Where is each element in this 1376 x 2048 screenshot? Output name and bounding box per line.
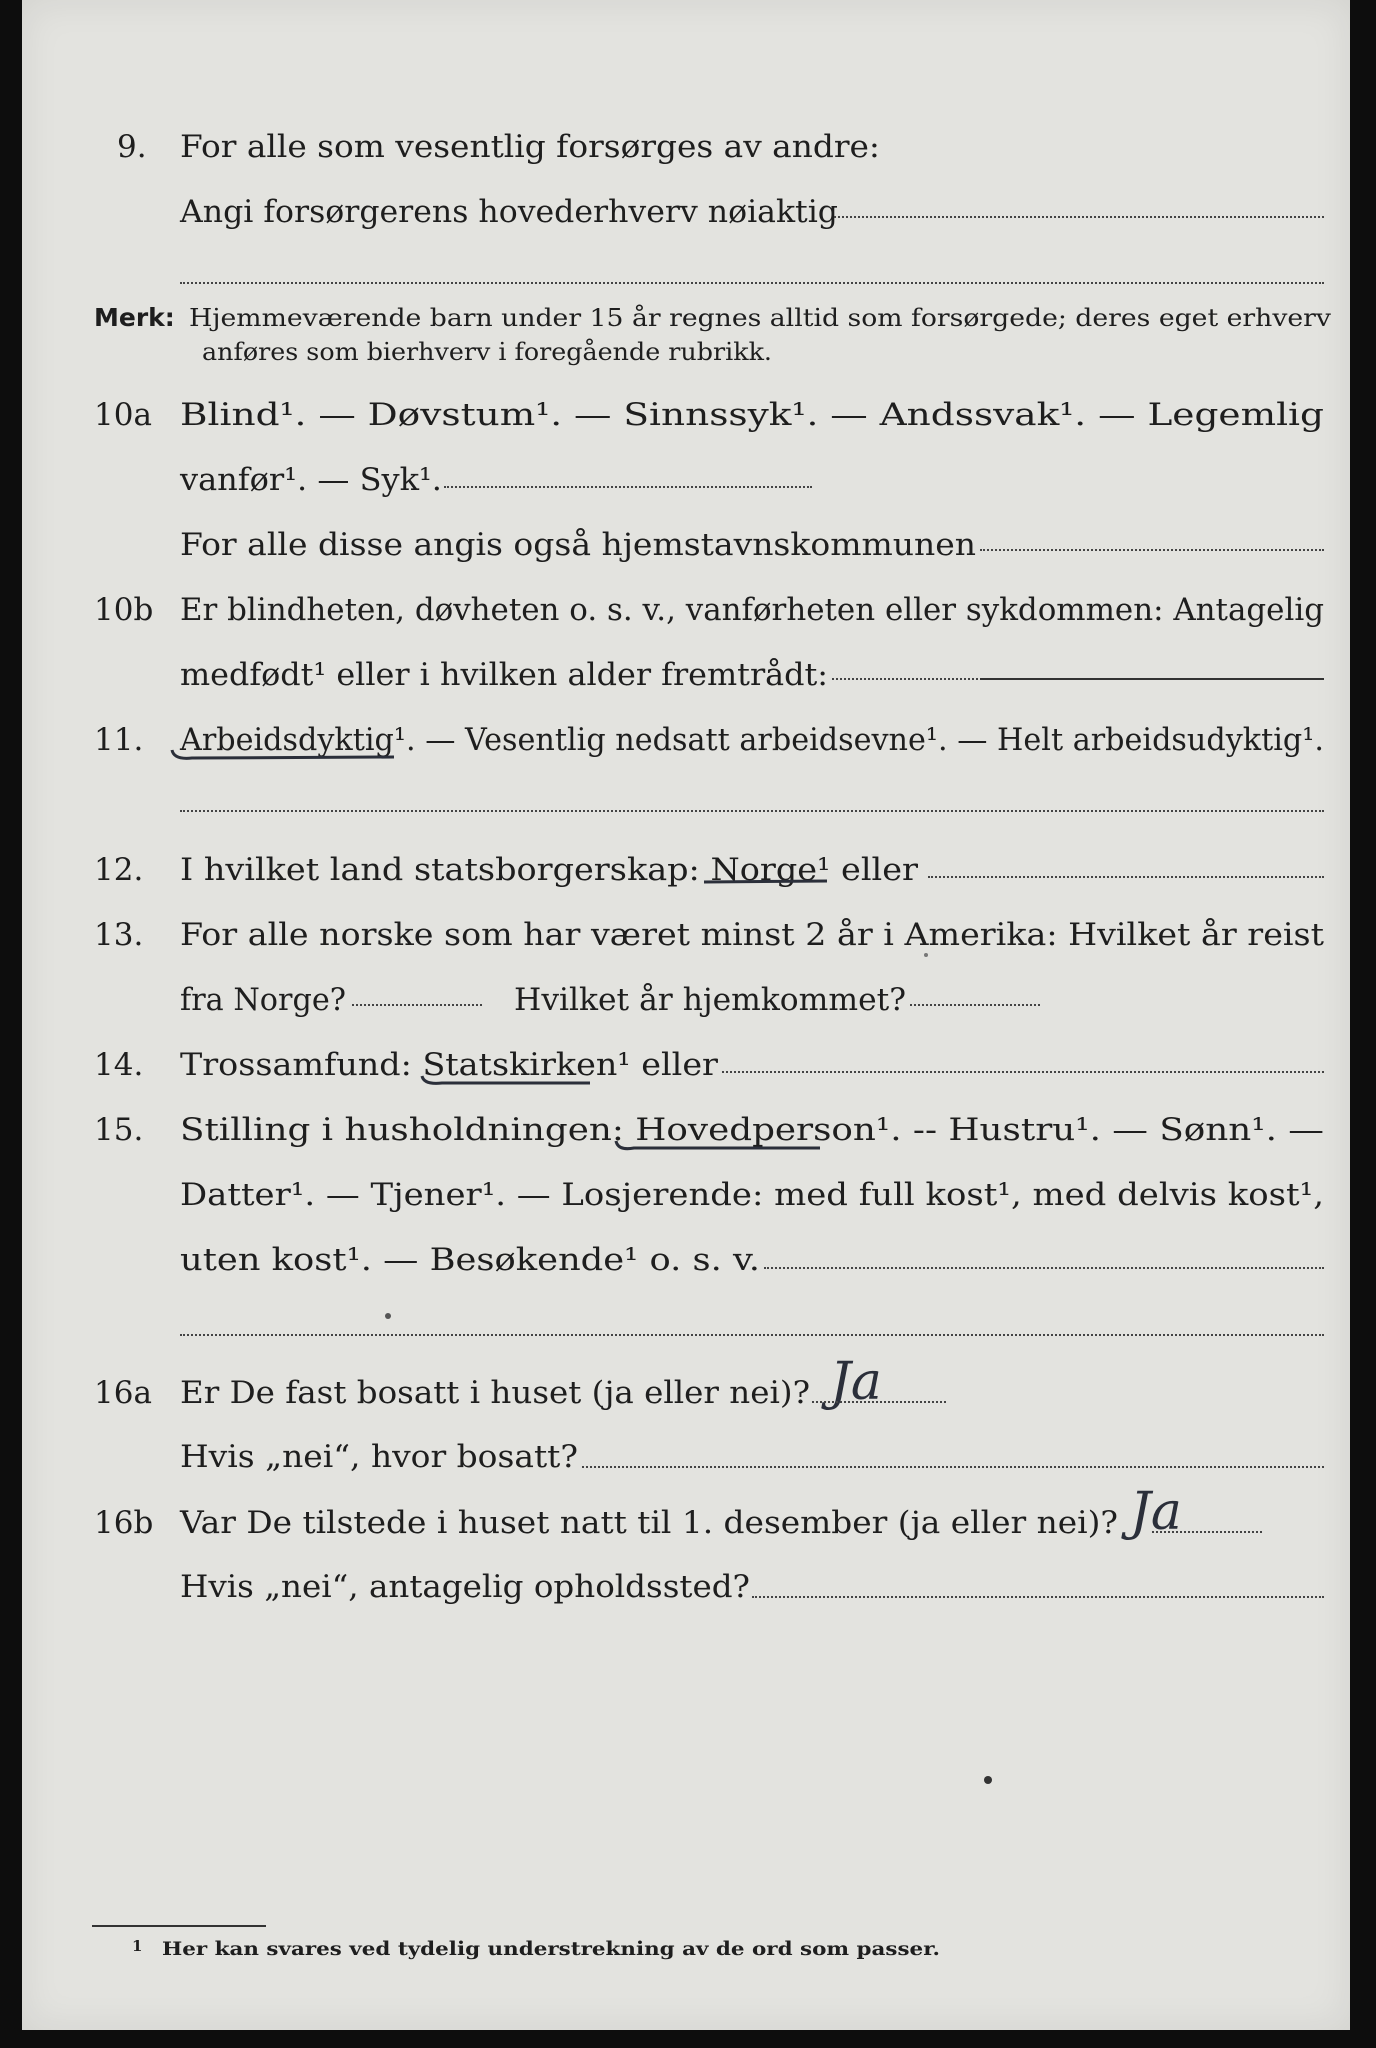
speck bbox=[984, 1776, 992, 1784]
item-number: 11. bbox=[94, 722, 144, 758]
question-text: Er De fast bosatt i huset (ja eller nei)? bbox=[180, 1375, 810, 1411]
handwritten-underlines bbox=[22, 0, 1350, 2030]
question-text: Stilling i husholdningen: Hovedperson¹. -- Hustru¹. — Sønn¹. — bbox=[180, 1112, 1324, 1148]
speck bbox=[924, 953, 928, 957]
question-text: uten kost¹. — Besøkende¹ o. s. v. bbox=[180, 1242, 760, 1278]
note-label: Merk: bbox=[94, 303, 175, 332]
question-text: Hvilket år hjemkommet? bbox=[514, 982, 906, 1018]
question-text: Angi forsørgerens hovederhverv nøiaktig bbox=[180, 194, 838, 230]
question-text: Hvis „nei“, antagelig opholdssted? bbox=[180, 1569, 750, 1605]
underline-arbeidsdyktig bbox=[172, 750, 394, 758]
underline-norge bbox=[704, 881, 827, 882]
footnote-marker: 1 bbox=[132, 1937, 143, 1955]
question-text: For alle som vesentlig forsørges av andre: bbox=[180, 129, 880, 165]
item-number: 16b bbox=[94, 1505, 154, 1541]
question-text: Blind¹. — Døvstum¹. — Sinnssyk¹. — Andssvak¹. — Legemlig bbox=[180, 397, 1324, 433]
handwritten-answer: Ja bbox=[1130, 1482, 1182, 1542]
question-text: Er blindheten, døvheten o. s. v., vanførheten eller sykdommen: Antagelig bbox=[180, 592, 1324, 628]
question-text: I hvilket land statsborgerskap: Norge¹ eller bbox=[180, 852, 919, 888]
speck bbox=[385, 1313, 391, 1319]
question-text: For alle norske som har været minst 2 år i Amerika: Hvilket år reist bbox=[180, 917, 1324, 953]
item-number: 9. bbox=[117, 129, 147, 165]
item-number: 15. bbox=[94, 1112, 144, 1148]
note-text: anføres som bierhverv i foregående rubrikk. bbox=[202, 338, 773, 366]
handwritten-answer: Ja bbox=[830, 1352, 882, 1412]
form-page bbox=[22, 0, 1350, 2030]
question-text: Datter¹. — Tjener¹. — Losjerende: med full kost¹, med delvis kost¹, bbox=[180, 1177, 1324, 1213]
item-number: 10b bbox=[94, 592, 154, 628]
item-number: 14. bbox=[94, 1047, 144, 1083]
underline-hovedperson bbox=[616, 1141, 820, 1149]
item-number: 13. bbox=[94, 917, 144, 953]
question-text: fra Norge? bbox=[180, 982, 346, 1018]
question-text: medfødt¹ eller i hvilken alder fremtrådt: bbox=[180, 657, 828, 693]
underline-statskirken bbox=[422, 1076, 590, 1083]
question-text: For alle disse angis også hjemstavnskommunen bbox=[180, 527, 976, 563]
question-text: Arbeidsdyktig¹. — Vesentlig nedsatt arbeidsevne¹. — Helt arbeidsudyktig¹. bbox=[180, 722, 1324, 758]
question-text: Trossamfund: Statskirken¹ eller bbox=[180, 1047, 718, 1083]
item-number: 16a bbox=[94, 1375, 152, 1411]
footnote-text: Her kan svares ved tydelig understrekning av de ord som passer. bbox=[162, 1938, 941, 1960]
item-number: 10a bbox=[94, 397, 152, 433]
item-number: 12. bbox=[94, 852, 144, 888]
note-text: Hjemmeværende barn under 15 år regnes alltid som forsørgede; deres eget erhverv bbox=[189, 304, 1331, 332]
question-text: vanfør¹. — Syk¹. bbox=[180, 462, 442, 498]
question-text: Hvis „nei“, hvor bosatt? bbox=[180, 1439, 578, 1475]
question-text: Var De tilstede i huset natt til 1. desember (ja eller nei)? bbox=[180, 1505, 1118, 1541]
